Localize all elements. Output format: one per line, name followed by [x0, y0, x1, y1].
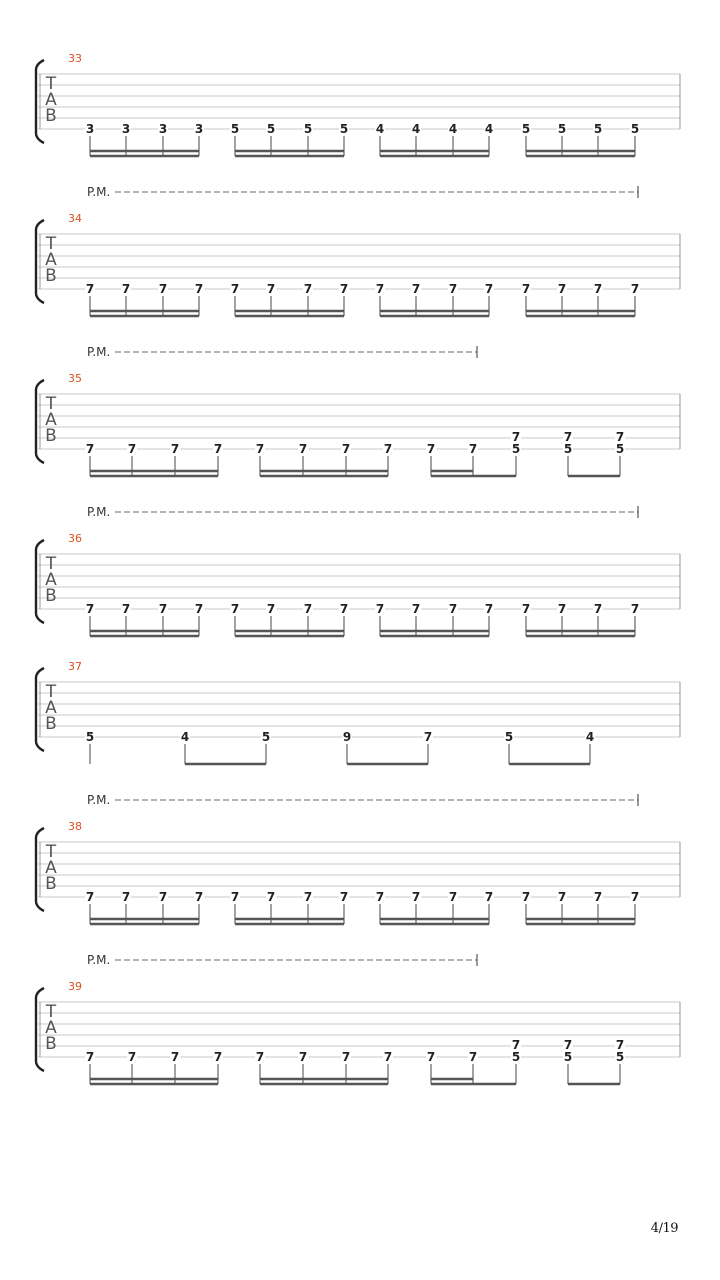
fret-number: 7	[194, 602, 204, 616]
tab-clef-letter: T	[45, 394, 57, 414]
fret-number: 7	[411, 602, 421, 616]
fret-number: 7	[121, 282, 131, 296]
fret-number: 5	[303, 122, 313, 136]
measure-number: 38	[68, 820, 82, 833]
fret-number: 5	[511, 1050, 521, 1064]
fret-number: 4	[375, 122, 385, 136]
fret-number: 5	[615, 442, 625, 456]
fret-number: 5	[615, 1050, 625, 1064]
fret-number: 7	[383, 1050, 393, 1064]
fret-number: 7	[615, 430, 625, 444]
fret-number: 7	[213, 1050, 223, 1064]
tab-clef-letter: T	[45, 1002, 57, 1022]
fret-number: 5	[511, 442, 521, 456]
tab-clef-letter: T	[45, 842, 57, 862]
fret-number: 7	[593, 602, 603, 616]
system-measure-35	[36, 345, 680, 476]
fret-number: 7	[448, 890, 458, 904]
fret-number: 7	[266, 890, 276, 904]
fret-number: 7	[341, 1050, 351, 1064]
fret-number: 4	[484, 122, 494, 136]
fret-number: 7	[521, 602, 531, 616]
fret-number: 7	[266, 282, 276, 296]
fret-number: 7	[341, 442, 351, 456]
fret-number: 5	[339, 122, 349, 136]
fret-number: 3	[194, 122, 204, 136]
fret-number: 7	[630, 890, 640, 904]
fret-number: 9	[342, 730, 352, 744]
fret-number: 7	[121, 890, 131, 904]
system-measure-37	[36, 660, 680, 764]
fret-number: 7	[158, 890, 168, 904]
fret-number: 7	[411, 890, 421, 904]
fret-number: 7	[303, 282, 313, 296]
fret-number: 4	[448, 122, 458, 136]
fret-number: 3	[158, 122, 168, 136]
fret-number: 7	[484, 282, 494, 296]
fret-number: 5	[630, 122, 640, 136]
fret-number: 7	[521, 890, 531, 904]
tab-clef-letter: T	[45, 554, 57, 574]
measure-number: 35	[68, 372, 82, 385]
fret-number: 3	[121, 122, 131, 136]
fret-number: 7	[630, 602, 640, 616]
tab-clef-letter: B	[45, 586, 57, 606]
fret-number: 7	[170, 1050, 180, 1064]
fret-number: 7	[127, 1050, 137, 1064]
fret-number: 7	[170, 442, 180, 456]
fret-number: 7	[484, 890, 494, 904]
tab-clef-letter: A	[45, 250, 57, 270]
fret-number: 4	[411, 122, 421, 136]
fret-number: 7	[563, 430, 573, 444]
fret-number: 7	[423, 730, 433, 744]
fret-number: 7	[511, 1038, 521, 1052]
fret-number: 7	[230, 890, 240, 904]
fret-number: 7	[158, 282, 168, 296]
fret-number: 7	[375, 602, 385, 616]
fret-number: 5	[563, 442, 573, 456]
fret-number: 7	[484, 602, 494, 616]
fret-number: 7	[85, 442, 95, 456]
fret-number: 7	[383, 442, 393, 456]
fret-number: 7	[339, 282, 349, 296]
fret-number: 7	[615, 1038, 625, 1052]
fret-number: 7	[563, 1038, 573, 1052]
fret-number: 7	[339, 890, 349, 904]
fret-number: 7	[557, 282, 567, 296]
fret-number: 7	[339, 602, 349, 616]
fret-number: 4	[180, 730, 190, 744]
palm-mute-label: P.M.	[87, 505, 111, 519]
page-indicator: 4/19	[650, 1221, 678, 1236]
system-measure-38	[36, 793, 680, 924]
fret-number: 7	[448, 282, 458, 296]
fret-number: 7	[255, 442, 265, 456]
system-measure-36	[36, 505, 680, 636]
tab-clef-letter: B	[45, 714, 57, 734]
measure-number: 39	[68, 980, 82, 993]
fret-number: 5	[593, 122, 603, 136]
tab-clef-letter: A	[45, 90, 57, 110]
fret-number: 7	[426, 442, 436, 456]
measure-number: 33	[68, 52, 82, 65]
fret-number: 7	[426, 1050, 436, 1064]
fret-number: 5	[261, 730, 271, 744]
tab-clef-letter: T	[45, 682, 57, 702]
fret-number: 7	[593, 282, 603, 296]
fret-number: 7	[194, 282, 204, 296]
fret-number: 7	[468, 1050, 478, 1064]
fret-number: 7	[521, 282, 531, 296]
fret-number: 7	[85, 890, 95, 904]
fret-number: 7	[230, 282, 240, 296]
tab-clef-letter: A	[45, 410, 57, 430]
fret-number: 7	[375, 890, 385, 904]
tab-clef-letter: B	[45, 1034, 57, 1054]
tab-clef-letter: B	[45, 426, 57, 446]
fret-number: 7	[448, 602, 458, 616]
fret-number: 7	[557, 602, 567, 616]
fret-number: 7	[298, 442, 308, 456]
fret-number: 7	[557, 890, 567, 904]
system-measure-34	[36, 185, 680, 316]
tab-clef-letter: T	[45, 234, 57, 254]
fret-number: 7	[593, 890, 603, 904]
fret-number: 4	[585, 730, 595, 744]
palm-mute-label: P.M.	[87, 953, 111, 967]
palm-mute-label: P.M.	[87, 345, 111, 359]
system-measure-33	[36, 52, 680, 156]
fret-number: 5	[557, 122, 567, 136]
fret-number: 7	[375, 282, 385, 296]
tab-clef-letter: A	[45, 858, 57, 878]
fret-number: 5	[521, 122, 531, 136]
tab-clef-letter: A	[45, 570, 57, 590]
fret-number: 5	[230, 122, 240, 136]
fret-number: 7	[158, 602, 168, 616]
fret-number: 7	[630, 282, 640, 296]
fret-number: 7	[121, 602, 131, 616]
fret-number: 7	[85, 282, 95, 296]
system-measure-39	[36, 953, 680, 1084]
tab-clef-letter: A	[45, 1018, 57, 1038]
fret-number: 7	[411, 282, 421, 296]
fret-number: 7	[85, 1050, 95, 1064]
fret-number: 7	[127, 442, 137, 456]
measure-number: 36	[68, 532, 82, 545]
fret-number: 7	[511, 430, 521, 444]
fret-number: 5	[563, 1050, 573, 1064]
tab-clef-letter: B	[45, 874, 57, 894]
fret-number: 7	[255, 1050, 265, 1064]
measure-number: 37	[68, 660, 82, 673]
palm-mute-label: P.M.	[87, 185, 111, 199]
fret-number: 7	[85, 602, 95, 616]
fret-number: 7	[194, 890, 204, 904]
fret-number: 5	[266, 122, 276, 136]
tab-clef-letter: A	[45, 698, 57, 718]
fret-number: 7	[298, 1050, 308, 1064]
fret-number: 7	[213, 442, 223, 456]
fret-number: 5	[504, 730, 514, 744]
tab-clef-letter: T	[45, 74, 57, 94]
fret-number: 3	[85, 122, 95, 136]
tab-clef-letter: B	[45, 106, 57, 126]
measure-number: 34	[68, 212, 82, 225]
fret-number: 7	[230, 602, 240, 616]
fret-number: 7	[303, 602, 313, 616]
palm-mute-label: P.M.	[87, 793, 111, 807]
fret-number: 5	[85, 730, 95, 744]
fret-number: 7	[266, 602, 276, 616]
tab-clef-letter: B	[45, 266, 57, 286]
fret-number: 7	[303, 890, 313, 904]
fret-number: 7	[468, 442, 478, 456]
